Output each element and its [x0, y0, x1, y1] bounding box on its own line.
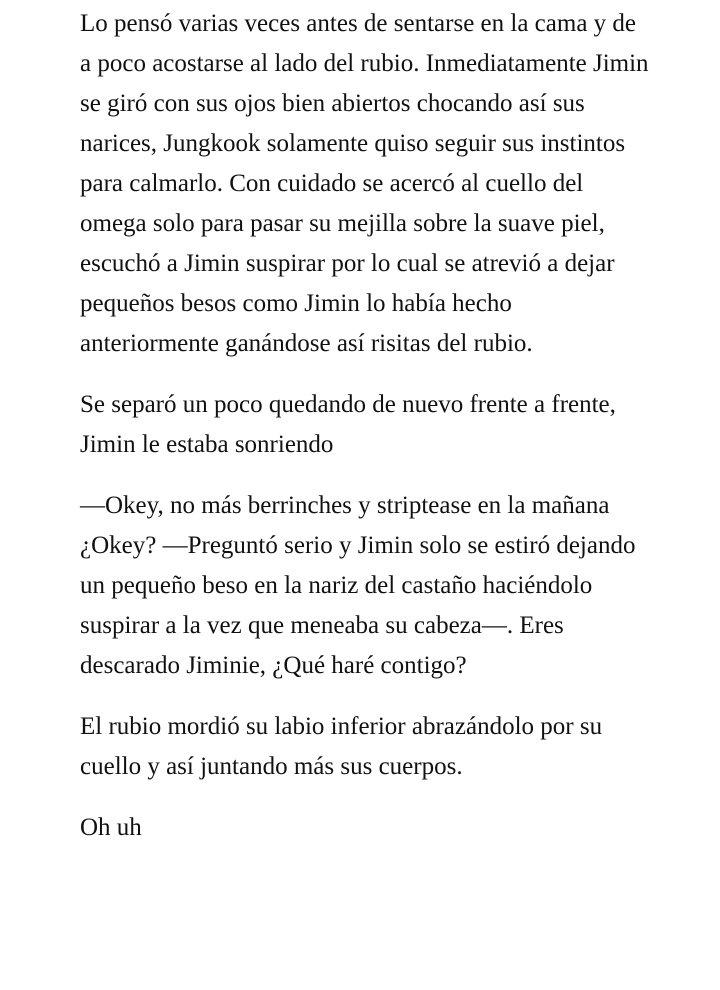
- paragraph: Se separó un poco quedando de nuevo frente a frente, Jimin le estaba sonriendo: [80, 391, 616, 458]
- story-text: [80, 4, 650, 869]
- paragraph: —Okey, no más berrinches y striptease en la mañana ¿Okey? —Preguntó serio y Jimin solo se estiró dejando un pequeño beso en la nariz del castaño haciéndolo suspirar a la vez que meneaba su cabeza—. Eres descarado Jiminie, ¿Qué haré contigo?: [80, 492, 636, 679]
- paragraph: El rubio mordió su labio inferior abrazándolo por su cuello y así juntando más sus cuerpos.: [80, 713, 603, 780]
- paragraph: Lo pensó varias veces antes de sentarse en la cama y de a poco acostarse al lado del rubio. Inmediatamente Jimin se giró con sus ojos bien abiertos chocando así sus narices, Jungkook solamente quiso seguir sus instintos para calmarlo. Con cuidado se acercó al cuello del omega solo para pasar su mejilla sobre la suave piel, escuchó a Jimin suspirar por lo cual se atrevió a dejar pequeños besos como Jimin lo había hecho anteriormente ganándose así risitas del rubio.: [80, 10, 649, 357]
- paragraph: Oh uh: [80, 814, 142, 841]
